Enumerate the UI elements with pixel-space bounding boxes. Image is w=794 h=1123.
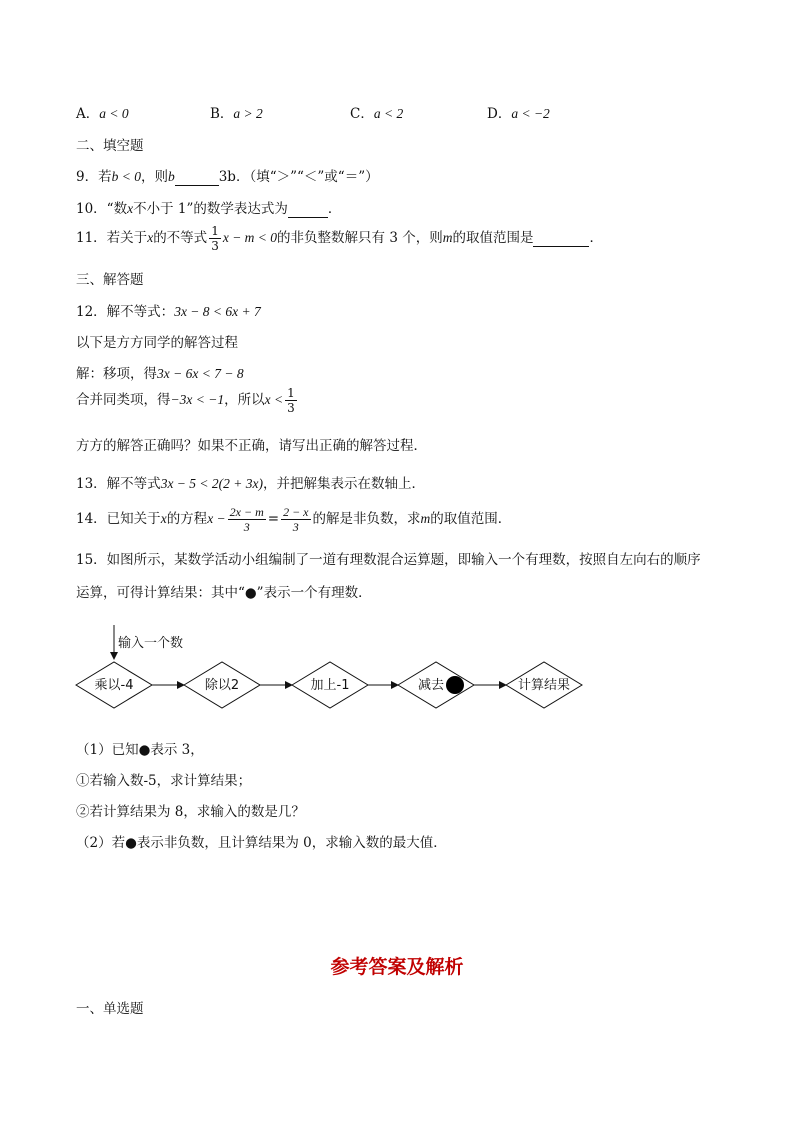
q12-fraction	[285, 386, 297, 415]
q14-post: 的解是非负数，求	[312, 511, 421, 527]
flow-step-subtract-label: 减去	[418, 678, 445, 693]
flow-diagram	[0, 615, 794, 715]
q12-line4-x: x <	[264, 392, 284, 407]
question-11	[76, 224, 603, 253]
answer-title: 参考答案及解析	[330, 956, 464, 978]
q10-mid: 不小于 1”的数学表达式为	[133, 201, 288, 217]
q11-end: ．	[589, 230, 603, 246]
q9-blank[interactable]	[175, 169, 219, 186]
q13-post: ，并把解集表示在数轴上．	[263, 476, 425, 492]
section-heading-fill: 二、填空题	[76, 138, 144, 154]
q10-pre: 10．“数	[76, 201, 128, 217]
q10-x: x	[127, 201, 134, 216]
q12-line4-expr: −3x < −1	[170, 392, 225, 407]
option-d-label: D．	[487, 106, 512, 122]
q14-pre: 14．已知关于	[76, 511, 161, 527]
q9-post: 3b．（填“＞”“＜”或“＝”）	[218, 169, 379, 185]
option-b-label: B．	[210, 106, 234, 122]
q11-fraction	[209, 224, 221, 253]
option-b	[210, 102, 263, 122]
q12-line3-expr: 3x − 6x < 7 − 8	[157, 366, 244, 381]
option-c-label: C．	[350, 106, 374, 122]
sub-question-2: （2）若●表示非负数，且计算结果为 0，求输入数的最大值．	[76, 835, 447, 851]
q12-line2: 以下是方方同学的解答过程	[76, 335, 238, 351]
section-heading-solve: 三、解答题	[76, 272, 144, 288]
q11-text2: 的非负整数解只有 3 个，则	[277, 230, 443, 246]
section-heading-single: 一、单选题	[76, 1001, 144, 1017]
question-12	[76, 300, 261, 320]
sub-question-1a: ①若输入数-5，求计算结果；	[76, 773, 252, 789]
option-d-expr: a < −2	[511, 106, 550, 121]
q12-line5: 方方的解答正确吗？如果不正确，请写出正确的解答过程．	[76, 438, 427, 454]
q14-frac2-num: 2 − x	[283, 505, 309, 519]
option-a	[76, 102, 129, 122]
q11-frac-num: 1	[211, 224, 219, 238]
option-c-expr: a < 2	[373, 106, 404, 121]
q14-frac1-den: 3	[243, 520, 250, 534]
q11-m: m	[442, 230, 453, 245]
q14-x: x	[160, 511, 167, 526]
q12-expr1: 3x − 8 < 6x + 7	[174, 304, 261, 319]
q11-blank[interactable]	[533, 230, 589, 247]
option-a-label: A．	[76, 106, 100, 122]
option-b-expr: a > 2	[233, 106, 263, 121]
q11-x: x	[147, 230, 154, 245]
question-9	[76, 165, 379, 186]
q12-line4-mid: ，所以	[224, 392, 265, 408]
q12-line1: 12．解不等式：	[76, 304, 175, 320]
flow-step-add-label: 加上-1	[310, 678, 350, 693]
option-d	[487, 102, 550, 122]
q9-b: b	[167, 169, 175, 184]
q12-line3	[76, 362, 244, 382]
q14-frac2-den: 3	[292, 520, 299, 534]
question-15-line2: 运算，可得计算结果：其中“●”表示一个有理数．	[76, 585, 372, 601]
input-label: 输入一个数	[118, 636, 184, 651]
question-14	[76, 505, 511, 534]
q14-eq: =	[267, 511, 280, 527]
q14-end: 的取值范围．	[430, 511, 512, 527]
flow-step-multiply-label: 乘以-4	[94, 678, 134, 693]
q14-fraction-1	[228, 505, 266, 534]
question-13	[76, 472, 425, 492]
q14-mid: 的方程	[166, 511, 208, 527]
q13-pre: 13．解不等式	[76, 476, 161, 492]
q14-frac1-num: 2x − m	[229, 505, 264, 519]
q11-frac-den: 3	[211, 239, 219, 253]
q12-line4-pre: 合并同类项，得	[76, 392, 171, 408]
q14-lhs: x −	[207, 511, 226, 526]
q12-line4	[76, 386, 299, 415]
q13-expr: 3x − 5 < 2(2 + 3x)	[160, 476, 263, 491]
q14-fraction-2	[281, 505, 310, 534]
question-15-line1: 15．如图所示，某数学活动小组编制了一道有理数混合运算题，即输入一个有理数，按照自左向右的顺序	[76, 552, 701, 568]
option-a-expr: a < 0	[99, 106, 129, 121]
q9-mid: ，则	[140, 169, 168, 185]
question-10	[76, 197, 341, 218]
q12-line3-pre: 解：移项，得	[76, 366, 157, 382]
q11-mid: 的不等式	[153, 230, 208, 246]
flow-step-result-label: 计算结果	[517, 678, 571, 693]
q12-frac-den: 3	[287, 401, 295, 415]
q10-end: ．	[327, 201, 342, 217]
q9-pre: 9．若	[76, 169, 112, 185]
sub-question-1b: ②若计算结果为 8，求输入的数是几？	[76, 804, 305, 820]
q9-cond: b < 0	[111, 169, 141, 184]
q11-ineq: x − m < 0	[222, 230, 278, 245]
q11-text3: 的取值范围是	[452, 230, 534, 246]
q11-pre: 11．若关于	[76, 230, 148, 246]
flow-step-divide-label: 除以2	[204, 678, 240, 693]
option-c	[350, 102, 403, 122]
q14-m: m	[420, 511, 431, 526]
dot-icon	[446, 676, 464, 694]
q10-blank[interactable]	[288, 201, 328, 218]
q12-frac-num: 1	[287, 386, 295, 400]
sub-question-1: （1）已知●表示 3，	[76, 742, 204, 758]
